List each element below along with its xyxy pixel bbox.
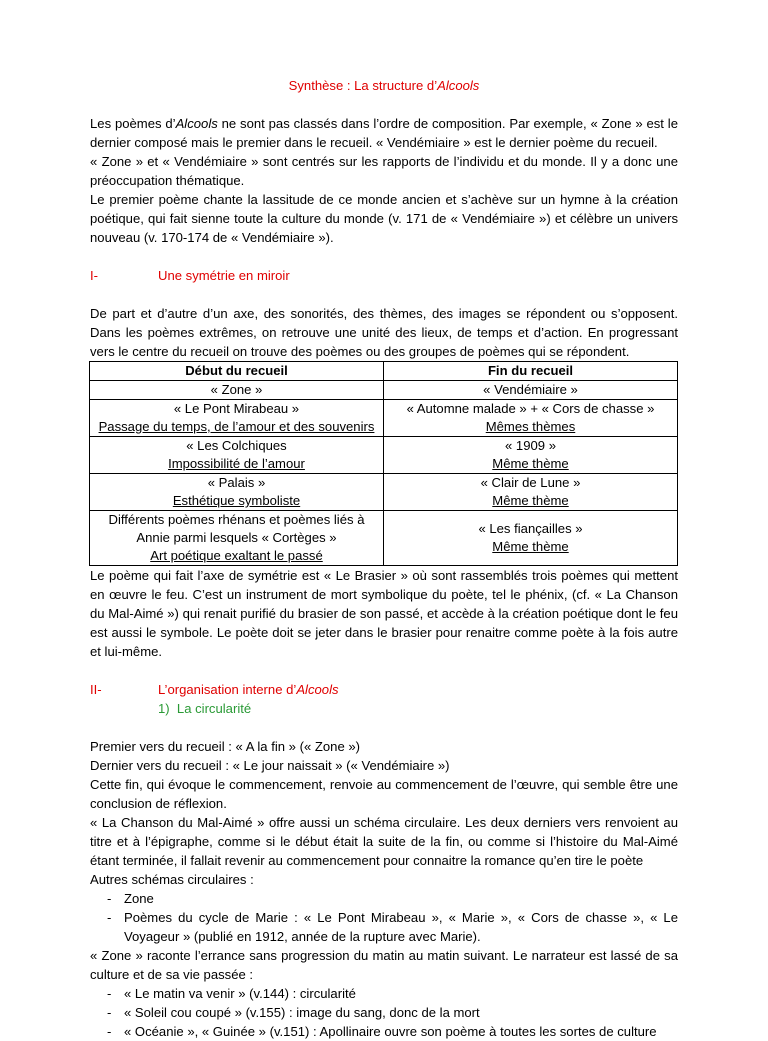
table-row: Différents poèmes rhénans et poèmes liés à Annie parmi lesquels « Cortèges » Art poétique exaltant le passé « Les fiançailles » Même thème: [90, 511, 678, 566]
section-1-heading: I- Une symétrie en miroir: [90, 268, 290, 283]
list-item: - Poèmes du cycle de Marie : « Le Pont Mirabeau », « Marie », « Cors de chasse », « Le Voyageur » (publié en 1912, année de la rupture avec Marie).: [107, 910, 678, 944]
table-row: « Palais » Esthétique symboliste « Clair de Lune » Même thème: [90, 474, 678, 511]
table-header-right: Fin du recueil: [384, 362, 678, 381]
intro-paragraph-2: « Zone » et « Vendémiaire » sont centrés sur les rapports de l’individu et du monde. Il y a donc une préoccupation thématique.: [90, 154, 678, 188]
list-item: - « Soleil cou coupé » (v.155) : image du sang, donc de la mort: [107, 1005, 480, 1020]
list-item: - « Océanie », « Guinée » (v.151) : Apollinaire ouvre son poème à toutes les sortes de culture: [107, 1024, 657, 1039]
list-item: - « Le matin va venir » (v.144) : circularité: [107, 986, 356, 1001]
last-verse-line: Dernier vers du recueil : « Le jour naissait » (« Vendémiaire »): [90, 758, 450, 773]
table-row: « Zone » « Vendémiaire »: [90, 381, 678, 400]
paragraph-fin: Cette fin, qui évoque le commencement, renvoie au commencement de l’œuvre, qui semble être une conclusion de réflexion.: [90, 777, 678, 811]
intro-paragraph-3: Le premier poème chante la lassitude de ce monde ancien et s’achève sur un hymne à la création poétique, qui fait sienne toute la culture du monde (v. 171 de « Vendémiaire ») et célèbre un univers nouveau (v. 170-174 de « Vendémiaire »).: [90, 192, 678, 245]
zone-list: [90, 984, 678, 1041]
subsection-heading: 1) La circularité: [158, 701, 252, 716]
intro-paragraph-1: Les poèmes d’Alcools ne sont pas classés dans l’ordre de composition. Par exemple, « Zone » est le dernier composé mais le premier dans le recueil. « Vendémiaire » est le dernier poème du recueil.: [90, 116, 678, 150]
section-2-heading: II- L’organisation interne d’Alcools: [90, 682, 339, 697]
table-row: « Le Pont Mirabeau » Passage du temps, de l’amour et des souvenirs « Automne malade » + « Cors de chasse » Mêmes thèmes: [90, 400, 678, 437]
paragraph-zone: « Zone » raconte l’errance sans progression du matin au matin suivant. Le narrateur est lassé de sa culture et de sa vie passée :: [90, 948, 678, 982]
section-1-paragraph: De part et d’autre d’un axe, des sonorités, des thèmes, des images se répondent ou s’opposent. Dans les poèmes extrêmes, on retrouve une unité des lieux, de temps et d’action. En progressant vers le centre du recueil on trouve des poèmes ou des groupes de poèmes qui se répondent.: [90, 306, 678, 359]
table-header-left: Début du recueil: [90, 362, 384, 381]
document-page: [90, 76, 678, 1041]
circular-list: [90, 889, 678, 946]
autres-schemas-label: Autres schémas circulaires :: [90, 872, 254, 887]
symmetry-table: [89, 361, 678, 566]
paragraph-chanson: « La Chanson du Mal-Aimé » offre aussi un schéma circulaire. Les deux derniers vers renvoient au titre et à l’épigraphe, comme si le début était la suite de la fin, ou comme si l’histoire du Mal-Aimé étant terminée, il fallait revenir au commencement pour connaitre la romance qu’en tire le poète: [90, 815, 678, 868]
first-verse-line: Premier vers du recueil : « A la fin » (« Zone »): [90, 739, 361, 754]
document-title: Synthèse : La structure d’Alcools: [288, 78, 480, 93]
table-row: « Les Colchiques Impossibilité de l’amour « 1909 » Même thème: [90, 437, 678, 474]
list-item: - Zone: [107, 891, 154, 906]
section-1-after-paragraph: Le poème qui fait l’axe de symétrie est « Le Brasier » où sont rassemblés trois poèmes qui mettent en œuvre le feu. C’est un instrument de mort symbolique du poète, tel le phénix, (cf. « La Chanson du Mal-Aimé ») qui renait purifié du brasier de son passé, et accède à la création poétique dont le feu est aussi le symbole. Le poète doit se jeter dans le brasier pour renaitre comme poète à la fois autre et lui-même.: [90, 568, 678, 659]
